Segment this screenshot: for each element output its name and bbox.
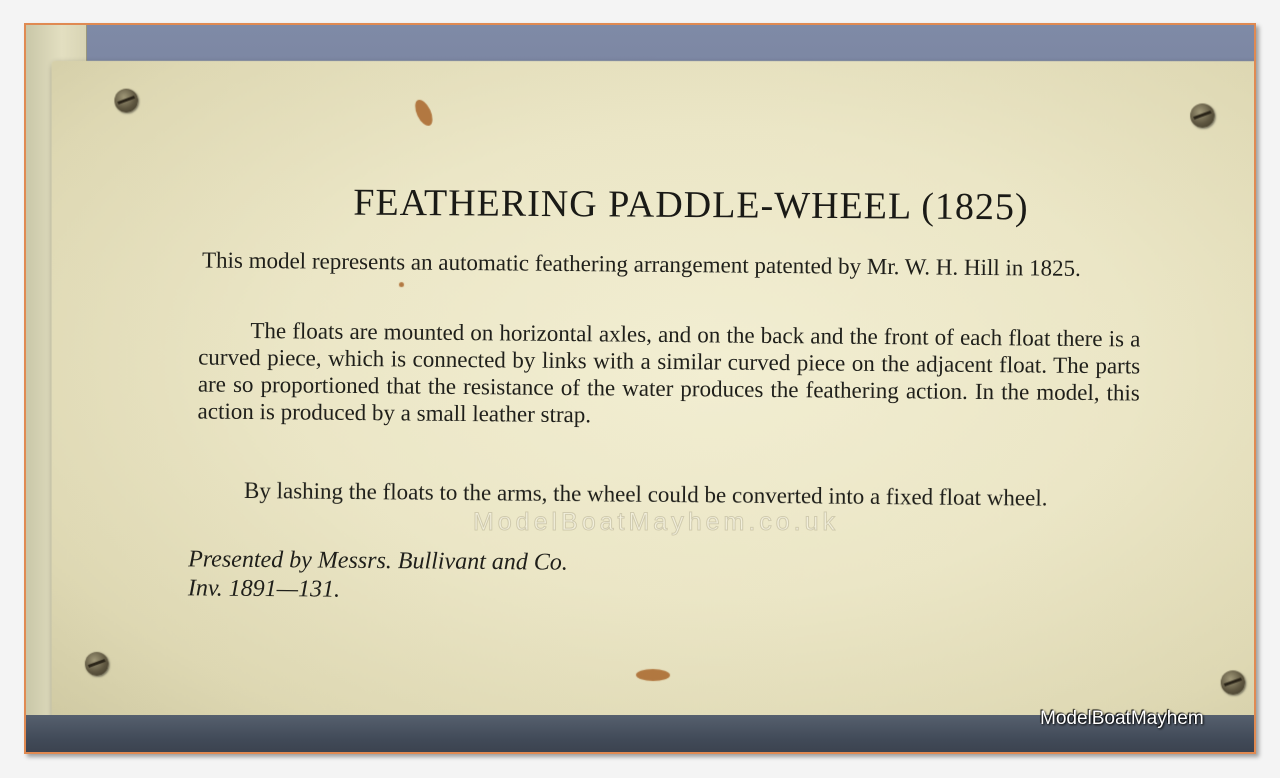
credit-inventory-number: Inv. 1891—131. <box>187 575 341 603</box>
plaque-paragraph-conversion: By lashing the floats to the arms, the wheel could be converted into a fixed float wheel. <box>243 477 1048 511</box>
stain-mark <box>636 669 670 681</box>
plaque-paragraph-mechanism: The floats are mounted on horizontal axles, and on the back and the front of each float there is a curved piece, which is connected by links with a similar curved piece on the adjacent float. The parts are so proportioned that the resistance of the water produces the feathering action. In the model, this action is produced by a small leather strap. <box>197 317 1141 428</box>
site-logo-text: ModelBoatMayhem <box>1040 708 1204 729</box>
plaque-paragraph-intro: This model represents an automatic feathering arrangement patented by Mr. W. H. Hill in 1825. <box>201 247 1081 281</box>
screw-top-left <box>114 89 138 113</box>
credit-presented-by: Presented by Messrs. Bullivant and Co. <box>188 546 568 576</box>
screw-bottom-right <box>1221 670 1245 694</box>
screw-top-right <box>1190 103 1214 127</box>
photo-frame <box>24 23 1256 754</box>
plaque-title: FEATHERING PADDLE-WHEEL (1825) <box>353 181 1029 229</box>
plaque-credit <box>188 545 568 606</box>
stain-mark <box>399 282 404 287</box>
screw-bottom-left <box>85 652 109 676</box>
site-watermark: ModelBoatMayhem.co.uk <box>472 508 840 536</box>
stain-mark <box>412 97 436 128</box>
